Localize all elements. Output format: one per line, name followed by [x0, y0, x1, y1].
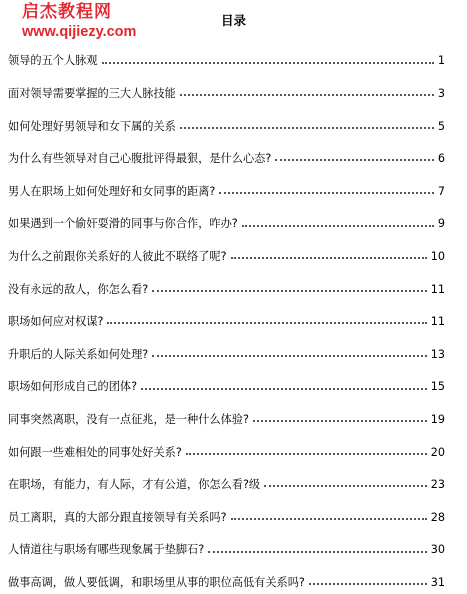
toc-entry-title: 在职场，有能力，有人际，才有公道，你怎么看?级 [8, 479, 260, 496]
toc-entry-title: 为什么之前跟你关系好的人彼此不联络了呢? [8, 251, 227, 268]
toc-entry[interactable] [8, 366, 445, 399]
toc-leader-dots [152, 355, 427, 357]
watermark-logo [22, 4, 122, 40]
toc-entry[interactable] [8, 138, 445, 171]
toc-page-number: 13 [431, 349, 445, 366]
toc-entry[interactable] [8, 170, 445, 203]
watermark-url: www.qijiezy.com [22, 25, 122, 40]
toc-page-number: 6 [438, 153, 445, 170]
toc-entry-title: 男人在职场上如何处理好和女同事的距离? [8, 186, 215, 203]
toc-entry[interactable] [8, 73, 445, 106]
toc-leader-dots [102, 62, 434, 64]
toc-entry[interactable] [8, 529, 445, 562]
table-of-contents [8, 40, 445, 594]
toc-page-number: 11 [431, 316, 445, 333]
toc-entry[interactable] [8, 105, 445, 138]
toc-entry-title: 如何处理好男领导和女下属的关系 [8, 121, 176, 138]
toc-entry[interactable] [8, 431, 445, 464]
toc-page-number: 28 [431, 512, 445, 529]
toc-entry-title: 人情道往与职场有哪些现象属于垫脚石? [8, 544, 204, 561]
toc-leader-dots [208, 551, 427, 553]
toc-leader-dots [186, 453, 427, 455]
toc-entry-title: 同事突然离职，没有一点征兆，是一种什么体验? [8, 414, 249, 431]
toc-page-number: 5 [438, 121, 445, 138]
toc-page-number: 3 [438, 88, 445, 105]
toc-entry-title: 职场如何应对权谋? [8, 316, 103, 333]
toc-leader-dots [253, 420, 427, 422]
toc-entry[interactable] [8, 562, 445, 594]
toc-leader-dots [242, 225, 434, 227]
toc-entry[interactable] [8, 399, 445, 432]
toc-page-number: 23 [431, 479, 445, 496]
toc-leader-dots [141, 388, 427, 390]
toc-entry-title: 升职后的人际关系如何处理? [8, 349, 148, 366]
toc-leader-dots [231, 518, 427, 520]
toc-leader-dots [107, 322, 426, 324]
toc-entry[interactable] [8, 40, 445, 73]
toc-page-number: 10 [431, 251, 445, 268]
toc-page-number: 19 [431, 414, 445, 431]
toc-entry[interactable] [8, 464, 445, 497]
toc-leader-dots [180, 127, 434, 129]
toc-entry-title: 如何跟一些难相处的同事处好关系? [8, 447, 182, 464]
toc-page-number: 30 [431, 544, 445, 561]
toc-page-number: 15 [431, 381, 445, 398]
toc-entry[interactable] [8, 268, 445, 301]
toc-entry[interactable] [8, 496, 445, 529]
toc-leader-dots [180, 94, 434, 96]
toc-leader-dots [231, 257, 427, 259]
toc-page-number: 7 [438, 186, 445, 203]
toc-entry-title: 面对领导需要掌握的三大人脉技能 [8, 88, 176, 105]
toc-entry-title: 如果遇到一个偷奸耍滑的同事与你合作，咋办? [8, 218, 238, 235]
toc-title: 目录 [0, 11, 467, 29]
watermark-site-name: 启杰教程网 [22, 4, 122, 21]
toc-page-number: 31 [431, 577, 445, 594]
toc-page-number: 11 [431, 284, 445, 301]
toc-entry-title: 为什么有些领导对自己心腹批评得最狠，是什么心态? [8, 153, 271, 170]
toc-entry[interactable] [8, 203, 445, 236]
toc-leader-dots [152, 290, 427, 292]
toc-entry-title: 领导的五个人脉观 [8, 55, 98, 72]
toc-leader-dots [219, 192, 434, 194]
toc-entry-title: 员工离职，真的大部分跟直接领导有关系吗? [8, 512, 227, 529]
toc-entry[interactable] [8, 236, 445, 269]
toc-leader-dots [264, 485, 427, 487]
toc-leader-dots [275, 159, 434, 161]
toc-page-number: 9 [438, 218, 445, 235]
toc-entry[interactable] [8, 301, 445, 334]
toc-leader-dots [309, 583, 427, 585]
toc-entry-title: 没有永远的敌人，你怎么看? [8, 284, 148, 301]
toc-entry-title: 做事高调，做人要低调，和职场里从事的职位高低有关系吗? [8, 577, 305, 594]
toc-entry-title: 职场如何形成自己的团体? [8, 381, 137, 398]
toc-page-number: 1 [438, 55, 445, 72]
toc-page-number: 20 [431, 447, 445, 464]
toc-entry[interactable] [8, 333, 445, 366]
